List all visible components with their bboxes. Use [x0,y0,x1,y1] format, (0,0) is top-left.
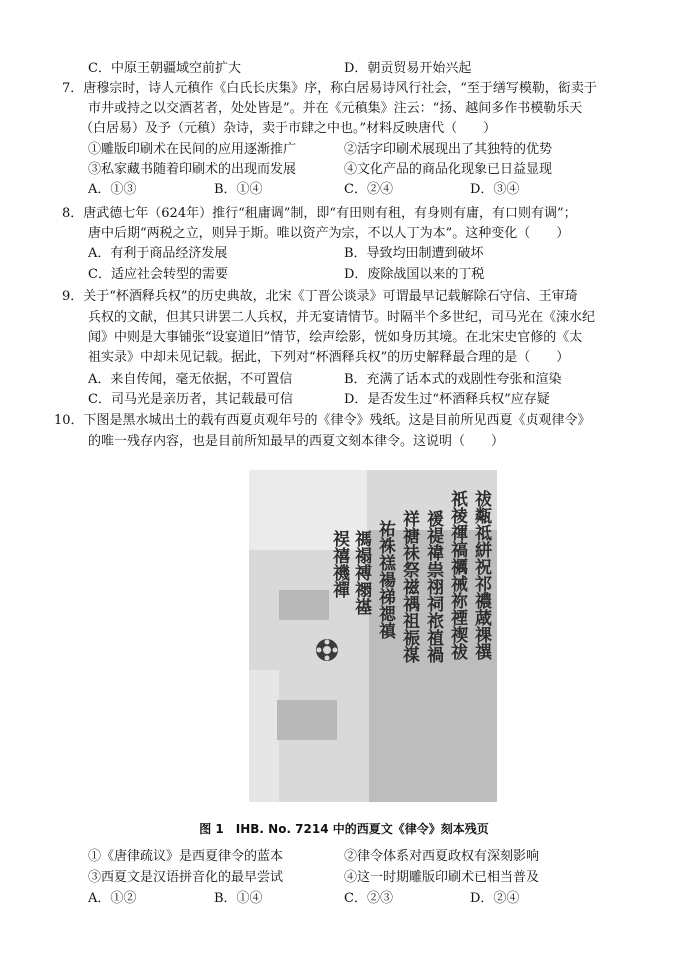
q7-item-1: ①雕版印刷术在民间的应用逐渐推广 [88,142,297,157]
xixia-text-column: 禡禢禣禤禥 [351,530,371,615]
q6-option-c: C．中原王朝疆域空前扩大 [88,61,241,76]
q7-stem-line2: 市井或持之以交酒茗者，处处皆是”。并在《元稹集》注云：“扬、越间多作书模勒乐天 [88,101,583,116]
xixia-text-column: 祦禧禨禪 [329,530,349,598]
q10-item-2: ②律令体系对西夏政权有深刻影响 [344,849,540,864]
q8-option-d: D．废除战国以来的丁税 [344,267,485,282]
q7-item-2: ②活字印刷术展现出了其独特的优势 [344,142,553,157]
q7-option-b: B．①④ [214,182,263,197]
flower-ornament-icon [313,636,341,664]
q10-stem-line2: 的唯一残存内容，也是目前所知最早的西夏文刻本律令。这说明（ ） [88,434,505,449]
q9-stem-line4: 祖实录》中却未见记载。据此，下列对“杯酒释兵权”的历史解释最合理的是（ ） [88,350,570,365]
q9-option-a: A．来自传闻，毫无依据，不可置信 [88,372,293,387]
torn-edge-shape [249,670,279,802]
q9-option-b: B．充满了话本式的戏剧性夸张和渲染 [344,372,562,387]
figure-caption: 图 1 IHB. No. 7214 中的西夏文《律令》刻本残页 [199,822,489,836]
q8-option-c: C．适应社会转型的需要 [88,267,228,282]
q7-option-c: C．②④ [344,182,393,197]
q7-stem-line1: 7．唐穆宗时，诗人元稹作《白氏长庆集》序，称白居易诗风行社会，“至于缮写模勒，衒卖于 [62,81,597,96]
q7-option-a: A．①③ [88,182,137,197]
q8-option-b: B．导致均田制遭到破坏 [344,246,484,261]
q7-option-d: D．③④ [470,182,520,197]
q10-option-c: C．②③ [344,891,393,906]
xixia-text-column: 祇祾禈禞禲祴祢禋禊祓 [447,490,467,660]
q8-option-a: A．有利于商品经济发展 [88,246,228,261]
q9-option-c: C．司马光是亲历者，其记载最可信 [88,392,293,407]
q10-option-d: D．②④ [470,891,520,906]
paper-fragment-shape [277,700,337,740]
xixia-text-column: 禐禔禕祟祤祠祣禃禍 [423,510,443,663]
q10-option-a: A．①② [88,891,137,906]
xixia-text-column: 祐祩禚禓祶禗禛 [375,520,395,639]
xixia-text-column: 祥禟祙祭禌禑祖祳禖 [399,510,419,663]
q7-item-4: ④文化产品的商品化现象已日益显现 [344,162,553,177]
q8-stem-line2: 唐中后期“两税之立，则异于斯。唯以资产为宗，不以人丁为本”。这种变化（ ） [88,226,570,241]
q10-item-3: ③西夏文是汉语拼音化的最早尝试 [88,870,284,885]
xixia-manuscript-image [249,470,497,802]
xixia-text-column: 祓甐祗絣祝祁禯蒧祼禩 [471,490,491,660]
q9-option-d: D．是否发生过“杯酒释兵权”应存疑 [344,392,550,407]
q8-stem-line1: 8．唐武德七年（624年）推行“租庸调”制，即“有田则有租，有身则有庸，有口则有调”； [62,206,577,221]
q6-option-d: D．朝贡贸易开始兴起 [344,61,472,76]
q9-stem-line1: 9．关于“杯酒释兵权”的历史典故，北宋《丁晋公谈录》可谓最早记载解除石守信、王审琦 [62,289,578,304]
q7-stem-line3: （白居易）及予（元稹）杂诗，卖于市肆之中也。”材料反映唐代（ ） [80,121,497,136]
q7-item-3: ③私家藏书随着印刷术的出现而发展 [88,162,297,177]
q10-item-1: ①《唐律疏议》是西夏律令的蓝本 [88,849,284,864]
q10-item-4: ④这一时期雕版印刷术已相当普及 [344,870,540,885]
q10-option-b: B．①④ [214,891,263,906]
q9-stem-line2: 兵权的文献，但其只讲罢二人兵权，并无宴请情节。时隔半个多世纪，司马光在《涑水纪 [88,310,596,325]
paper-fragment-shape [279,590,329,620]
q9-stem-line3: 闻》中则是大事铺张“设宴道旧”情节，绘声绘影，恍如身历其境。在北宋史官修的《太 [88,330,583,345]
q10-stem-line1: 10．下图是黑水城出土的载有西夏贞观年号的《律令》残纸。这是目前所见西夏《贞观律令》 [54,413,591,428]
